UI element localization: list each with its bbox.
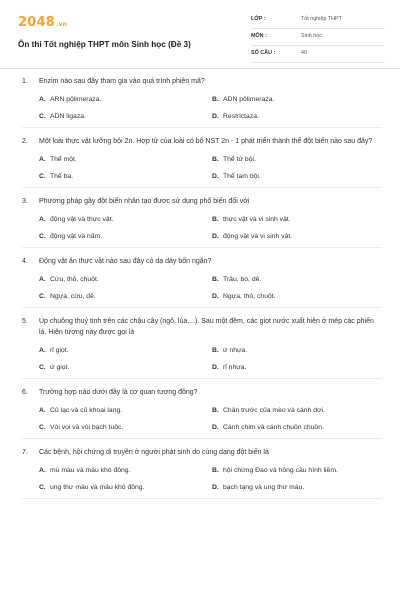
answer-options	[22, 404, 382, 434]
answer-letter: B.	[212, 347, 219, 354]
answer-option[interactable]	[212, 421, 385, 434]
meta-label: SỐ CÂU :	[251, 50, 276, 56]
answer-option[interactable]	[39, 230, 212, 243]
site-logo[interactable]	[18, 15, 67, 30]
answer-text: bạch tạng và ung thư máu.	[223, 484, 305, 491]
answer-letter: A.	[39, 216, 46, 223]
logo-text: 2048	[18, 15, 55, 30]
question-item	[22, 76, 382, 128]
answer-text: ứ nhựa.	[223, 347, 248, 354]
answer-option[interactable]	[39, 153, 212, 166]
answer-option[interactable]	[39, 110, 212, 123]
question-stem	[22, 76, 382, 87]
answer-option[interactable]	[39, 481, 212, 494]
answer-letter: D.	[212, 364, 219, 371]
answer-text: Thể tam bội.	[223, 173, 261, 180]
answer-letter: D.	[212, 113, 219, 120]
question-number: 6.	[22, 389, 28, 396]
question-stem	[22, 136, 382, 147]
answer-option[interactable]	[39, 344, 212, 357]
answer-option[interactable]	[212, 230, 385, 243]
answer-text: rỉ giọt.	[50, 347, 69, 354]
answer-letter: A.	[39, 407, 46, 414]
answer-option[interactable]	[39, 464, 212, 477]
answer-option[interactable]	[39, 404, 212, 417]
answer-text: Củ lạc và củ khoai lang.	[50, 407, 123, 414]
answer-text: động vật và vi sinh vật.	[223, 233, 293, 240]
meta-value: 40	[301, 50, 307, 56]
answer-options	[22, 213, 382, 243]
exam-title: Ôn thi Tốt nghiệp THPT môn Sinh học (Đề 3)	[18, 40, 191, 49]
answer-letter: B.	[212, 276, 219, 283]
meta-row-count	[251, 48, 385, 63]
answer-text: thực vật và vi sinh vật.	[223, 216, 291, 223]
question-item	[22, 136, 382, 188]
answer-text: ADN ligaza.	[50, 113, 86, 120]
answer-text: Ngựa, thỏ, chuột.	[223, 293, 276, 300]
question-item	[22, 387, 382, 439]
answer-options	[22, 344, 382, 374]
question-stem	[22, 447, 382, 458]
answer-letter: C.	[39, 233, 46, 240]
answer-letter: A.	[39, 96, 46, 103]
answer-letter: C.	[39, 293, 46, 300]
question-item	[22, 196, 382, 248]
answer-text: Cánh chim và cánh chuồn chuồn.	[223, 424, 324, 431]
answer-letter: A.	[39, 347, 46, 354]
answer-text: Thể ba.	[50, 173, 74, 180]
question-text: Úp chuông thuỷ tinh trên các chậu cây (ngô, lúa,...). Sau một đêm, các giọt nước xuất hiện ở mép các phiến lá. Hiện tượng này được gọi là	[39, 318, 374, 336]
answer-text: Thể một.	[50, 156, 77, 163]
answer-letter: D.	[212, 173, 219, 180]
answer-letter: D.	[212, 424, 219, 431]
answer-options	[22, 464, 382, 494]
question-stem	[22, 316, 382, 338]
meta-row-class	[251, 14, 385, 29]
answer-option[interactable]	[39, 93, 212, 106]
answer-text: Cừu, thỏ, chuột.	[50, 276, 99, 283]
answer-text: ung thư máu và máu khó đông.	[50, 484, 145, 491]
exam-header	[18, 12, 384, 64]
answer-option[interactable]	[39, 421, 212, 434]
answer-option[interactable]	[212, 110, 385, 123]
answer-letter: C.	[39, 113, 46, 120]
question-number: 4.	[22, 258, 28, 265]
question-number: 3.	[22, 198, 28, 205]
answer-letter: B.	[212, 96, 219, 103]
question-number: 2.	[22, 138, 28, 145]
question-stem	[22, 196, 382, 207]
answer-option[interactable]	[212, 404, 385, 417]
question-text: Các bệnh, hội chứng di truyền ở người phát sinh do cùng dạng đột biến là	[39, 449, 269, 456]
answer-letter: B.	[212, 216, 219, 223]
answer-text: động vật và thực vật.	[50, 216, 114, 223]
question-list	[22, 76, 382, 507]
answer-option[interactable]	[212, 153, 385, 166]
answer-letter: C.	[39, 173, 46, 180]
answer-text: ADN pôlimeraza.	[223, 96, 275, 103]
answer-text: Restrictaza.	[223, 113, 259, 120]
answer-option[interactable]	[212, 344, 385, 357]
answer-letter: A.	[39, 467, 46, 474]
answer-text: động vật và nấm.	[50, 233, 103, 240]
question-stem	[22, 256, 382, 267]
answer-option[interactable]	[39, 213, 212, 226]
answer-letter: C.	[39, 424, 46, 431]
answer-option[interactable]	[212, 361, 385, 374]
question-text: Phương pháp gây đột biến nhân tạo được sử dụng phổ biến đối với	[39, 198, 250, 205]
answer-option[interactable]	[212, 170, 385, 183]
meta-row-subject	[251, 31, 385, 46]
answer-text: Thể tứ bội.	[223, 156, 256, 163]
question-number: 7.	[22, 449, 28, 456]
answer-options	[22, 153, 382, 183]
exam-meta	[251, 14, 385, 65]
answer-text: hội chứng Đao và hồng cầu hình liềm.	[223, 467, 338, 474]
answer-option[interactable]	[39, 290, 212, 303]
answer-option[interactable]	[212, 481, 385, 494]
answer-text: Trâu, bò, dê.	[223, 276, 262, 283]
question-text: Trường hợp nào dưới đây là cơ quan tương đồng?	[39, 389, 198, 396]
answer-text: Ngựa, cừu, dê.	[50, 293, 96, 300]
answer-letter: D.	[212, 293, 219, 300]
answer-options	[22, 273, 382, 303]
answer-option[interactable]	[212, 290, 385, 303]
question-number: 5.	[22, 318, 28, 325]
answer-text: ứ giọt.	[50, 364, 70, 371]
answer-letter: B.	[212, 407, 219, 414]
question-number: 1.	[22, 78, 28, 85]
logo-suffix: .vn	[55, 21, 68, 28]
answer-option[interactable]	[212, 213, 385, 226]
answer-option[interactable]	[39, 361, 212, 374]
answer-text: Chân trước của mèo và cánh dơi.	[223, 407, 325, 414]
answer-letter: A.	[39, 276, 46, 283]
header-divider	[0, 68, 400, 69]
meta-value: Tốt nghiệp THPT	[301, 16, 342, 22]
meta-value: Sinh học	[301, 33, 322, 39]
answer-option[interactable]	[212, 464, 385, 477]
question-item	[22, 256, 382, 308]
answer-letter: B.	[212, 156, 219, 163]
question-item	[22, 447, 382, 499]
answer-option[interactable]	[212, 273, 385, 286]
answer-letter: C.	[39, 364, 46, 371]
meta-label: LỚP :	[251, 16, 266, 22]
answer-letter: D.	[212, 484, 219, 491]
meta-label: MÔN :	[251, 33, 267, 39]
answer-letter: C.	[39, 484, 46, 491]
answer-letter: D.	[212, 233, 219, 240]
answer-letter: A.	[39, 156, 46, 163]
question-text: Enzim nào sau đây tham gia vào quá trình phiên mã?	[39, 78, 205, 85]
answer-text: Vòi voi và vòi bạch tuộc.	[50, 424, 124, 431]
answer-option[interactable]	[212, 93, 385, 106]
answer-options	[22, 93, 382, 123]
question-text: Động vật ăn thực vật nào sau đây có dạ dày bốn ngăn?	[39, 258, 212, 265]
question-text: Một loài thực vật lưỡng bội 2n. Hợp tử của loài có bộ NST 2n - 1 phát triển thành thể đột biến nào sau đây?	[39, 138, 373, 145]
question-item	[22, 316, 382, 379]
answer-text: ARN pôlimeraza.	[50, 96, 102, 103]
answer-option[interactable]	[39, 170, 212, 183]
answer-text: mù màu và máu khó đông.	[50, 467, 131, 474]
answer-text: rỉ nhựa.	[223, 364, 247, 371]
question-stem	[22, 387, 382, 398]
answer-letter: B.	[212, 467, 219, 474]
answer-option[interactable]	[39, 273, 212, 286]
